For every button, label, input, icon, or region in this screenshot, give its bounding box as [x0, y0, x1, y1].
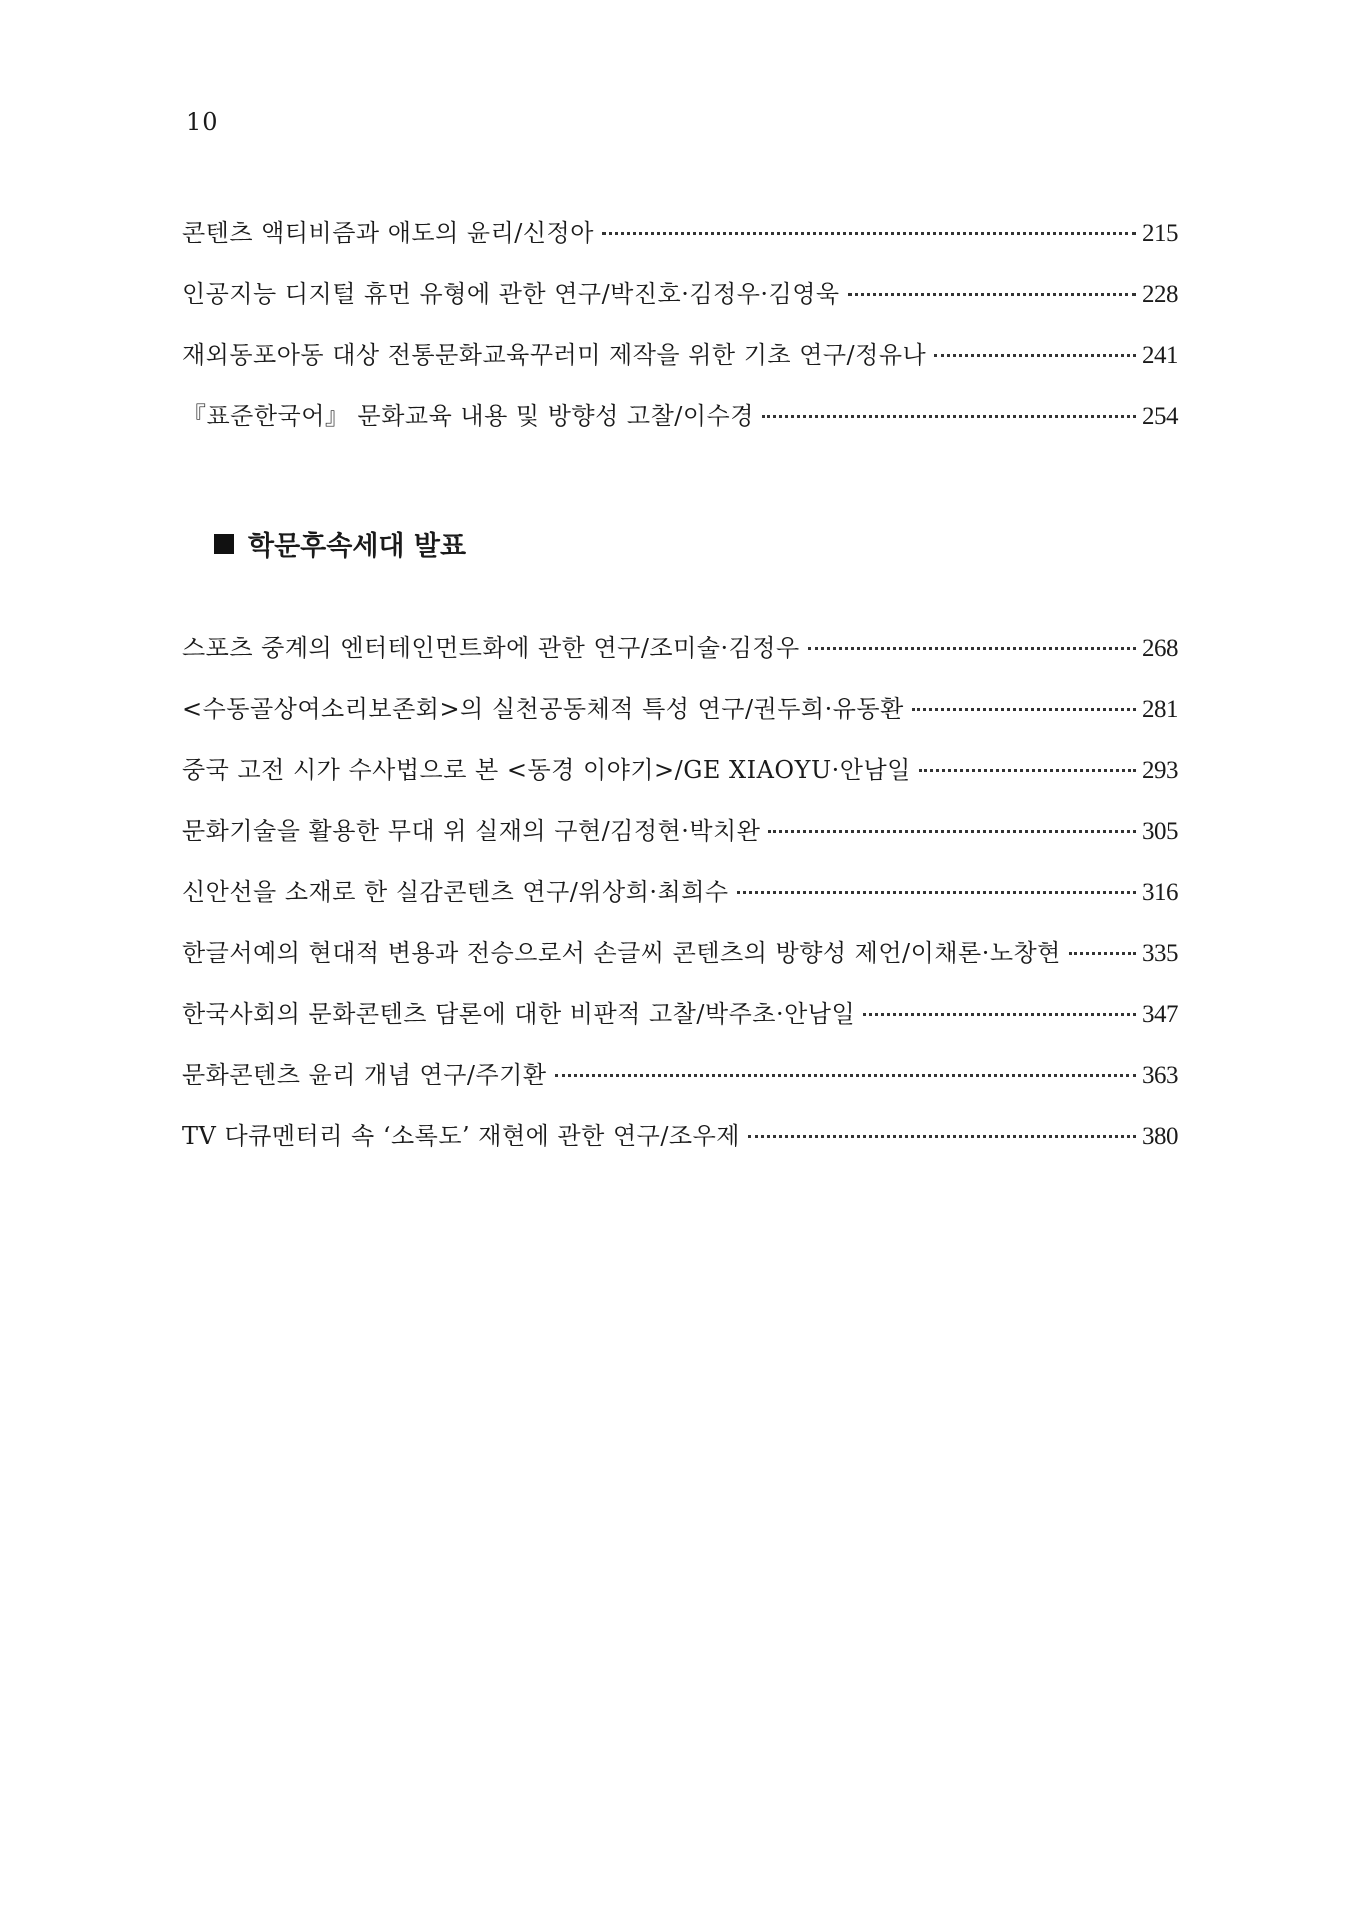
- toc-entry-page: 305: [1142, 818, 1178, 845]
- dot-leader: [768, 830, 1136, 833]
- toc-entry-page: 215: [1142, 220, 1178, 247]
- toc-entry-page: 335: [1142, 940, 1178, 967]
- toc-entry-title: 『표준한국어』 문화교육 내용 및 방향성 고찰/이수경: [182, 402, 754, 430]
- section-heading-text: 학문후속세대 발표: [248, 531, 467, 562]
- toc-entry[interactable]: [182, 398, 1178, 459]
- section-heading: [214, 524, 466, 563]
- dot-leader: [808, 647, 1136, 650]
- toc-entry-page: 281: [1142, 696, 1178, 723]
- toc-entry-title: 재외동포아동 대상 전통문화교육꾸러미 제작을 위한 기초 연구/정유나: [182, 341, 927, 369]
- toc-entry-page: 241: [1142, 342, 1178, 369]
- toc-entry[interactable]: [182, 813, 1178, 874]
- toc-entry-page: 254: [1142, 403, 1178, 430]
- toc-entry-title: 문화콘텐츠 윤리 개념 연구/주기환: [182, 1061, 547, 1089]
- dot-leader: [762, 415, 1136, 418]
- toc-list-section-1: [182, 215, 1178, 459]
- toc-entry[interactable]: [182, 996, 1178, 1057]
- toc-entry-title: 중국 고전 시가 수사법으로 본 <동경 이야기>/GE XIAOYU·안남일: [182, 756, 911, 784]
- toc-entry-title: 스포츠 중계의 엔터테인먼트화에 관한 연구/조미술·김정우: [182, 634, 800, 662]
- toc-entry-title: 한글서예의 현대적 변용과 전승으로서 손글씨 콘텐츠의 방향성 제언/이채론·노창현: [182, 939, 1061, 967]
- toc-entry[interactable]: [182, 215, 1178, 276]
- toc-entry-title: 콘텐츠 액티비즘과 애도의 윤리/신정아: [182, 219, 594, 247]
- dot-leader: [934, 354, 1136, 357]
- dot-leader: [555, 1074, 1136, 1077]
- dot-leader: [748, 1135, 1136, 1138]
- dot-leader: [912, 708, 1136, 711]
- toc-entry-title: <수동골상여소리보존회>의 실천공동체적 특성 연구/권두희·유동환: [182, 695, 904, 723]
- toc-entry[interactable]: [182, 691, 1178, 752]
- dot-leader: [737, 891, 1136, 894]
- toc-entry[interactable]: [182, 1057, 1178, 1118]
- toc-entry-page: 268: [1142, 635, 1178, 662]
- toc-list-section-2: [182, 630, 1178, 1179]
- dot-leader: [602, 232, 1136, 235]
- toc-entry-title: 한국사회의 문화콘텐츠 담론에 대한 비판적 고찰/박주초·안남일: [182, 1000, 856, 1028]
- toc-entry-title: 인공지능 디지털 휴먼 유형에 관한 연구/박진호·김정우·김영욱: [182, 280, 840, 308]
- page-number: 10: [186, 108, 219, 136]
- toc-entry-page: 347: [1142, 1001, 1178, 1028]
- toc-entry-title: 신안선을 소재로 한 실감콘텐츠 연구/위상희·최희수: [182, 878, 729, 906]
- toc-entry[interactable]: [182, 630, 1178, 691]
- toc-entry-title: TV 다큐멘터리 속 ‘소록도’ 재현에 관한 연구/조우제: [182, 1122, 740, 1150]
- square-bullet-icon: [214, 534, 234, 554]
- toc-entry[interactable]: [182, 935, 1178, 996]
- dot-leader: [1069, 952, 1136, 955]
- toc-entry-page: 316: [1142, 879, 1178, 906]
- toc-entry-title: 문화기술을 활용한 무대 위 실재의 구현/김정현·박치완: [182, 817, 761, 845]
- toc-entry-page: 293: [1142, 757, 1178, 784]
- toc-entry[interactable]: [182, 276, 1178, 337]
- toc-entry-page: 228: [1142, 281, 1178, 308]
- toc-entry[interactable]: [182, 752, 1178, 813]
- toc-entry[interactable]: [182, 337, 1178, 398]
- toc-entry-page: 363: [1142, 1062, 1178, 1089]
- dot-leader: [848, 293, 1136, 296]
- dot-leader: [919, 769, 1136, 772]
- dot-leader: [863, 1013, 1136, 1016]
- toc-entry[interactable]: [182, 1118, 1178, 1179]
- toc-entry[interactable]: [182, 874, 1178, 935]
- toc-entry-page: 380: [1142, 1123, 1178, 1150]
